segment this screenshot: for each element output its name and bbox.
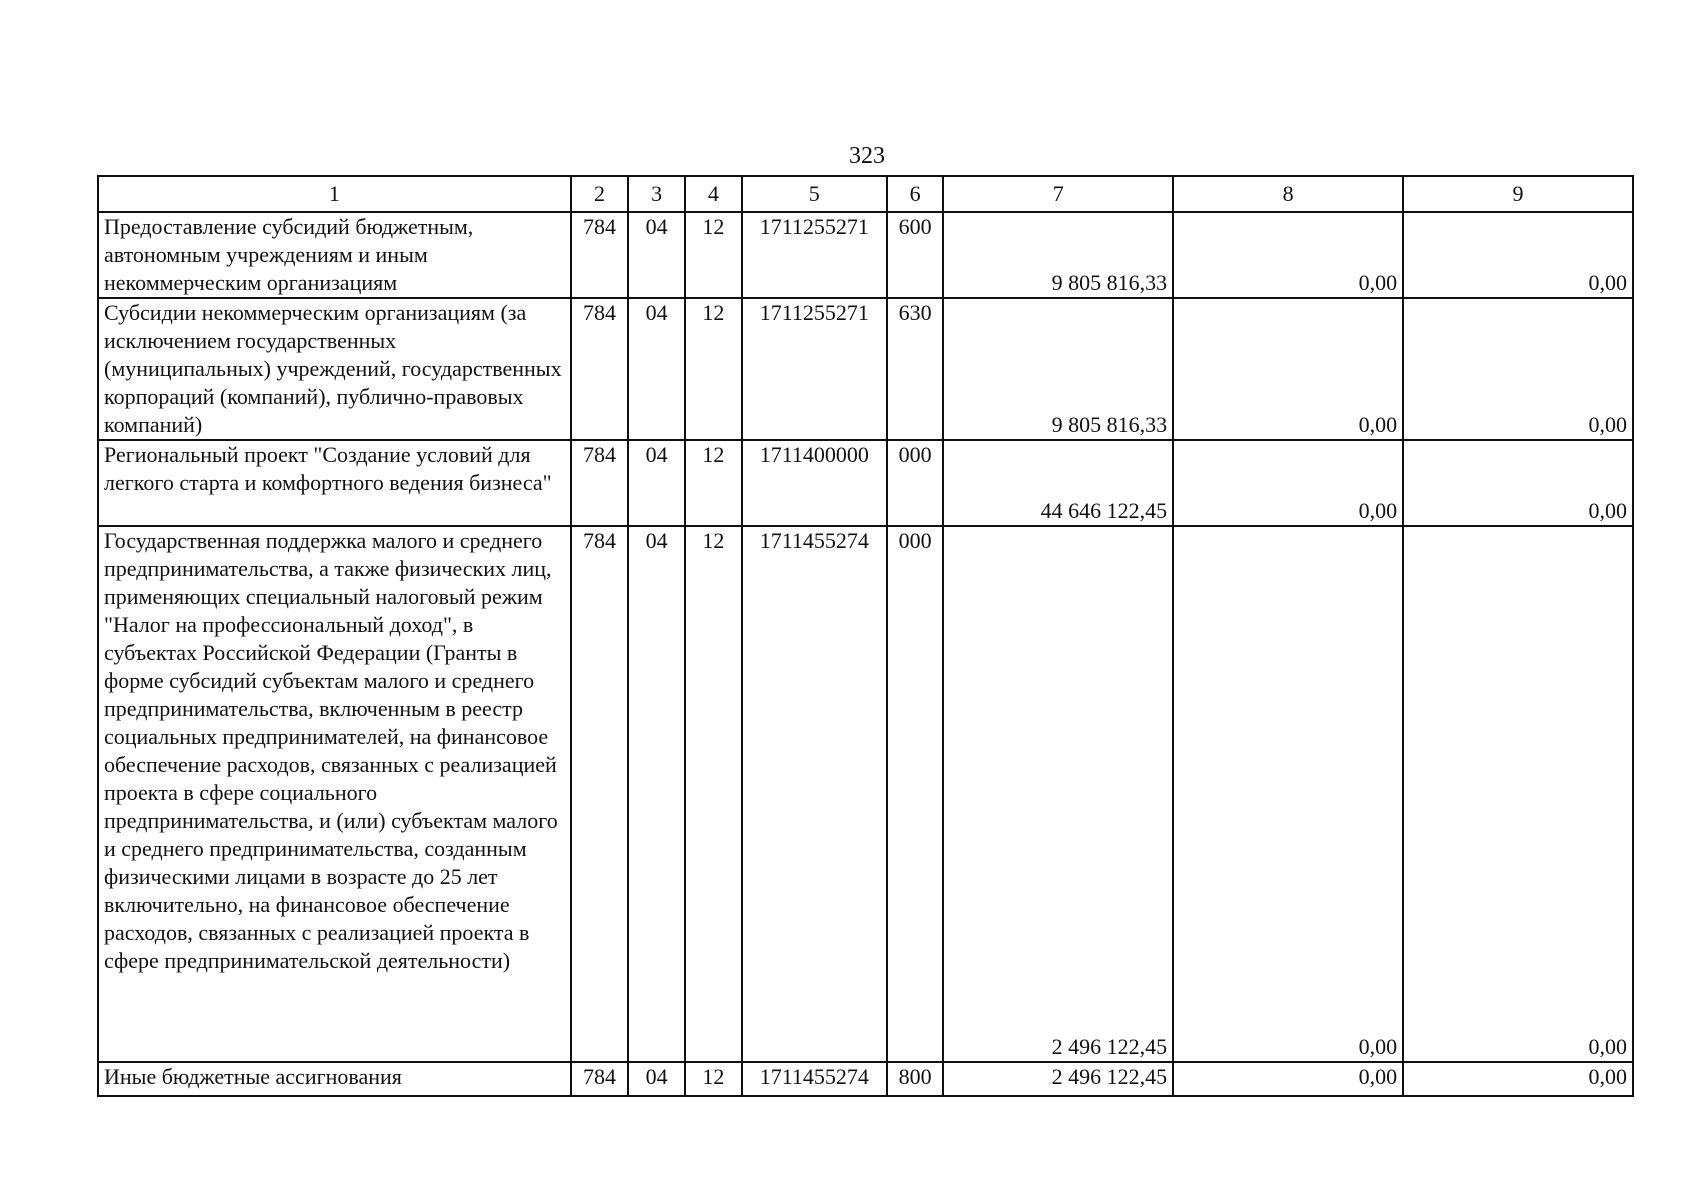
- column-header: 5: [742, 176, 888, 212]
- amount-col8: 0,00: [1173, 526, 1403, 1062]
- amount-col9: 0,00: [1403, 440, 1633, 526]
- amount-col8: 0,00: [1173, 440, 1403, 526]
- subsection-code: 12: [685, 440, 741, 526]
- column-number-row: [98, 176, 1633, 212]
- ministry-code: 784: [571, 440, 628, 526]
- budget-table: [97, 175, 1634, 1097]
- subsection-code: 12: [685, 298, 741, 440]
- target-article-code: 1711255271: [742, 212, 888, 298]
- amount-col9: 0,00: [1403, 1062, 1633, 1096]
- section-code: 04: [628, 526, 685, 1062]
- amount-col7: 9 805 816,33: [943, 298, 1173, 440]
- column-header: 4: [685, 176, 741, 212]
- column-header: 6: [887, 176, 943, 212]
- page-number: 323: [849, 143, 885, 169]
- ministry-code: 784: [571, 1062, 628, 1096]
- table-row: [98, 1062, 1633, 1096]
- target-article-code: 1711455274: [742, 526, 888, 1062]
- table-row: [98, 212, 1633, 298]
- ministry-code: 784: [571, 212, 628, 298]
- table-row: [98, 526, 1633, 1062]
- row-name: Субсидии некоммерческим организациям (за исключением государственных (муниципальных) учреждений, государственных корпораций (компаний), публично-правовых компаний): [98, 298, 571, 440]
- table-row: [98, 298, 1633, 440]
- target-article-code: 1711255271: [742, 298, 888, 440]
- expense-type-code: 800: [887, 1062, 943, 1096]
- row-name: Иные бюджетные ассигнования: [98, 1062, 571, 1096]
- subsection-code: 12: [685, 1062, 741, 1096]
- amount-col7: 9 805 816,33: [943, 212, 1173, 298]
- amount-col8: 0,00: [1173, 298, 1403, 440]
- section-code: 04: [628, 440, 685, 526]
- amount-col9: 0,00: [1403, 526, 1633, 1062]
- target-article-code: 1711400000: [742, 440, 888, 526]
- amount-col8: 0,00: [1173, 212, 1403, 298]
- subsection-code: 12: [685, 212, 741, 298]
- column-header: 8: [1173, 176, 1403, 212]
- column-header: 9: [1403, 176, 1633, 212]
- amount-col9: 0,00: [1403, 212, 1633, 298]
- row-name: Предоставление субсидий бюджетным, автономным учреждениям и иным некоммерческим организациям: [98, 212, 571, 298]
- section-code: 04: [628, 212, 685, 298]
- row-name: Государственная поддержка малого и среднего предпринимательства, а также физических лиц, применяющих специальный налоговый режим "Налог на профессиональный доход", в субъектах Российской Федерации (Гранты в форме субсидий субъектам малого и среднего предпринимательства, включенным в реестр социальных предпринимателей, на финансовое обеспечение расходов, связанных с реализацией проекта в сфере социального предпринимательства, и (или) субъектам малого и среднего предпринимательства, созданным физическими лицами в возрасте до 25 лет включительно, на финансовое обеспечение расходов, связанных с реализацией проекта в сфере предпринимательской деятельности): [98, 526, 571, 1062]
- row-name: Региональный проект "Создание условий для легкого старта и комфортного ведения бизнеса": [98, 440, 571, 526]
- ministry-code: 784: [571, 526, 628, 1062]
- subsection-code: 12: [685, 526, 741, 1062]
- amount-col7: 2 496 122,45: [943, 1062, 1173, 1096]
- amount-col9: 0,00: [1403, 298, 1633, 440]
- expense-type-code: 630: [887, 298, 943, 440]
- ministry-code: 784: [571, 298, 628, 440]
- column-header: 3: [628, 176, 685, 212]
- column-header: 1: [98, 176, 571, 212]
- target-article-code: 1711455274: [742, 1062, 888, 1096]
- table-row: [98, 440, 1633, 526]
- amount-col7: 44 646 122,45: [943, 440, 1173, 526]
- column-header: 7: [943, 176, 1173, 212]
- amount-col7: 2 496 122,45: [943, 526, 1173, 1062]
- expense-type-code: 000: [887, 440, 943, 526]
- expense-type-code: 000: [887, 526, 943, 1062]
- section-code: 04: [628, 298, 685, 440]
- section-code: 04: [628, 1062, 685, 1096]
- expense-type-code: 600: [887, 212, 943, 298]
- amount-col8: 0,00: [1173, 1062, 1403, 1096]
- column-header: 2: [571, 176, 628, 212]
